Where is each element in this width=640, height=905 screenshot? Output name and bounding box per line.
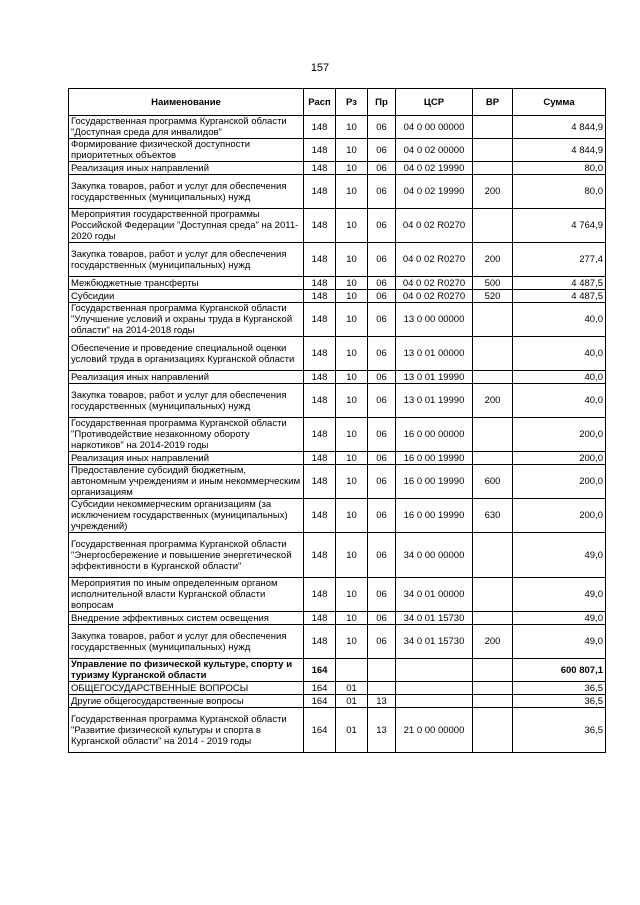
cell-vr <box>473 209 513 243</box>
cell-pr: 06 <box>368 139 396 162</box>
cell-pr: 06 <box>368 209 396 243</box>
cell-rz <box>336 659 368 682</box>
cell-name: Закупка товаров, работ и услуг для обеспечения государственных (муниципальных) нужд <box>69 243 304 277</box>
cell-sum: 600 807,1 <box>513 659 606 682</box>
cell-rasp: 148 <box>304 116 336 139</box>
cell-csr: 04 0 02 R0270 <box>396 209 473 243</box>
table-row <box>69 371 606 384</box>
cell-pr: 06 <box>368 337 396 371</box>
cell-pr: 06 <box>368 290 396 303</box>
cell-name: Государственная программа Курганской области "Энергосбережение и повышение энергетической эффективности в Курганской области" <box>69 533 304 578</box>
table-row <box>69 116 606 139</box>
cell-pr: 06 <box>368 384 396 418</box>
cell-pr: 06 <box>368 116 396 139</box>
cell-pr: 06 <box>368 277 396 290</box>
cell-rz: 10 <box>336 303 368 337</box>
cell-rasp: 164 <box>304 682 336 695</box>
cell-csr: 04 0 02 R0270 <box>396 277 473 290</box>
cell-rz: 10 <box>336 418 368 452</box>
cell-rz: 10 <box>336 625 368 659</box>
cell-rz: 10 <box>336 337 368 371</box>
cell-rasp: 148 <box>304 162 336 175</box>
cell-sum: 49,0 <box>513 625 606 659</box>
header-name: Наименование <box>69 89 304 116</box>
cell-rasp: 164 <box>304 708 336 753</box>
table-row <box>69 533 606 578</box>
cell-rz: 10 <box>336 209 368 243</box>
cell-rz: 10 <box>336 465 368 499</box>
cell-csr: 16 0 00 19990 <box>396 499 473 533</box>
cell-rz: 10 <box>336 371 368 384</box>
cell-vr <box>473 612 513 625</box>
cell-pr <box>368 682 396 695</box>
cell-pr: 06 <box>368 162 396 175</box>
header-sum: Сумма <box>513 89 606 116</box>
cell-rz: 10 <box>336 116 368 139</box>
cell-rz: 10 <box>336 612 368 625</box>
cell-rz: 01 <box>336 682 368 695</box>
cell-pr: 13 <box>368 708 396 753</box>
cell-rasp: 148 <box>304 277 336 290</box>
cell-rz: 10 <box>336 499 368 533</box>
cell-rasp: 148 <box>304 418 336 452</box>
cell-rz: 10 <box>336 139 368 162</box>
header-vr: ВР <box>473 89 513 116</box>
cell-name: ОБЩЕГОСУДАРСТВЕННЫЕ ВОПРОСЫ <box>69 682 304 695</box>
cell-rasp: 148 <box>304 139 336 162</box>
cell-name: Закупка товаров, работ и услуг для обеспечения государственных (муниципальных) нужд <box>69 384 304 418</box>
cell-pr: 06 <box>368 243 396 277</box>
cell-rasp: 148 <box>304 578 336 612</box>
cell-sum: 36,5 <box>513 682 606 695</box>
cell-name: Реализация иных направлений <box>69 452 304 465</box>
cell-csr: 16 0 00 19990 <box>396 465 473 499</box>
table-row <box>69 209 606 243</box>
cell-name: Реализация иных направлений <box>69 162 304 175</box>
cell-rasp: 148 <box>304 209 336 243</box>
cell-rz: 01 <box>336 695 368 708</box>
cell-pr: 06 <box>368 371 396 384</box>
cell-rz: 10 <box>336 384 368 418</box>
table-row <box>69 175 606 209</box>
table-row <box>69 682 606 695</box>
cell-rasp: 148 <box>304 384 336 418</box>
cell-sum: 4 764,9 <box>513 209 606 243</box>
cell-vr <box>473 162 513 175</box>
table-row <box>69 695 606 708</box>
cell-sum: 40,0 <box>513 303 606 337</box>
cell-csr: 04 0 02 19990 <box>396 175 473 209</box>
cell-sum: 49,0 <box>513 612 606 625</box>
cell-sum: 40,0 <box>513 371 606 384</box>
cell-name: Государственная программа Курганской области "Доступная среда для инвалидов" <box>69 116 304 139</box>
cell-vr <box>473 418 513 452</box>
header-rz: Рз <box>336 89 368 116</box>
table-row <box>69 337 606 371</box>
cell-sum: 80,0 <box>513 162 606 175</box>
cell-csr: 04 0 02 19990 <box>396 162 473 175</box>
cell-csr: 34 0 01 00000 <box>396 578 473 612</box>
table-row <box>69 465 606 499</box>
cell-pr: 13 <box>368 695 396 708</box>
cell-rz: 10 <box>336 243 368 277</box>
cell-name: Государственная программа Курганской области "Улучшение условий и охраны труда в Курганской области" на 2014-2018 годы <box>69 303 304 337</box>
table-row <box>69 243 606 277</box>
table-row <box>69 303 606 337</box>
cell-vr <box>473 303 513 337</box>
cell-csr: 34 0 01 15730 <box>396 612 473 625</box>
cell-rasp: 148 <box>304 243 336 277</box>
table-row <box>69 708 606 753</box>
cell-rasp: 164 <box>304 695 336 708</box>
cell-name: Закупка товаров, работ и услуг для обеспечения государственных (муниципальных) нужд <box>69 625 304 659</box>
table-row <box>69 578 606 612</box>
cell-sum: 49,0 <box>513 578 606 612</box>
cell-vr: 600 <box>473 465 513 499</box>
cell-rz: 10 <box>336 533 368 578</box>
cell-csr: 04 0 02 00000 <box>396 139 473 162</box>
cell-pr: 06 <box>368 465 396 499</box>
cell-csr: 13 0 01 19990 <box>396 371 473 384</box>
cell-name: Управление по физической культуре, спорту и туризму Курганской области <box>69 659 304 682</box>
cell-rz: 10 <box>336 162 368 175</box>
cell-name: Формирование физической доступности приоритетных объектов <box>69 139 304 162</box>
cell-sum: 277,4 <box>513 243 606 277</box>
cell-vr: 200 <box>473 384 513 418</box>
table-row <box>69 452 606 465</box>
table-row <box>69 277 606 290</box>
table-row <box>69 499 606 533</box>
cell-sum: 80,0 <box>513 175 606 209</box>
cell-name: Другие общегосударственные вопросы <box>69 695 304 708</box>
cell-csr: 04 0 00 00000 <box>396 116 473 139</box>
page-number: 157 <box>310 62 330 74</box>
table-body <box>69 116 606 753</box>
table-row <box>69 612 606 625</box>
cell-sum: 49,0 <box>513 533 606 578</box>
cell-sum: 200,0 <box>513 465 606 499</box>
cell-vr <box>473 682 513 695</box>
cell-vr: 200 <box>473 243 513 277</box>
cell-pr: 06 <box>368 625 396 659</box>
cell-csr: 16 0 00 19990 <box>396 452 473 465</box>
cell-rz: 01 <box>336 708 368 753</box>
cell-vr <box>473 452 513 465</box>
cell-name: Государственная программа Курганской области "Противодействие незаконному обороту наркотиков" на 2014-2019 годы <box>69 418 304 452</box>
cell-rasp: 148 <box>304 175 336 209</box>
cell-sum: 40,0 <box>513 337 606 371</box>
cell-vr <box>473 659 513 682</box>
cell-rz: 10 <box>336 290 368 303</box>
cell-rz: 10 <box>336 277 368 290</box>
table-row <box>69 139 606 162</box>
budget-table <box>68 88 606 753</box>
cell-sum: 200,0 <box>513 499 606 533</box>
cell-csr <box>396 659 473 682</box>
cell-name: Внедрение эффективных систем освещения <box>69 612 304 625</box>
cell-vr <box>473 337 513 371</box>
cell-sum: 4 487,5 <box>513 277 606 290</box>
cell-sum: 200,0 <box>513 452 606 465</box>
cell-pr: 06 <box>368 303 396 337</box>
cell-name: Обеспечение и проведение специальной оценки условий труда в организациях Курганской области <box>69 337 304 371</box>
cell-pr: 06 <box>368 612 396 625</box>
cell-vr <box>473 695 513 708</box>
table-row <box>69 418 606 452</box>
cell-sum: 36,5 <box>513 695 606 708</box>
cell-vr <box>473 116 513 139</box>
cell-csr: 34 0 01 15730 <box>396 625 473 659</box>
table-row <box>69 384 606 418</box>
cell-name: Мероприятия по иным определенным органом исполнительной власти Курганской области вопросам <box>69 578 304 612</box>
cell-rasp: 148 <box>304 371 336 384</box>
cell-pr: 06 <box>368 499 396 533</box>
table-row <box>69 162 606 175</box>
cell-vr <box>473 708 513 753</box>
cell-name: Субсидии <box>69 290 304 303</box>
cell-rasp: 148 <box>304 452 336 465</box>
cell-vr: 200 <box>473 625 513 659</box>
cell-csr: 34 0 00 00000 <box>396 533 473 578</box>
cell-vr <box>473 371 513 384</box>
cell-rasp: 164 <box>304 659 336 682</box>
header-rasp: Расп <box>304 89 336 116</box>
cell-rz: 10 <box>336 175 368 209</box>
cell-rasp: 148 <box>304 465 336 499</box>
cell-csr <box>396 682 473 695</box>
cell-rasp: 148 <box>304 290 336 303</box>
header-pr: Пр <box>368 89 396 116</box>
cell-sum: 4 844,9 <box>513 139 606 162</box>
cell-rasp: 148 <box>304 303 336 337</box>
cell-vr <box>473 578 513 612</box>
cell-csr: 13 0 01 19990 <box>396 384 473 418</box>
table-row <box>69 625 606 659</box>
cell-pr: 06 <box>368 418 396 452</box>
cell-csr: 21 0 00 00000 <box>396 708 473 753</box>
cell-rasp: 148 <box>304 499 336 533</box>
cell-name: Субсидии некоммерческим организациям (за исключением государственных (муниципальных) учреждений) <box>69 499 304 533</box>
cell-vr: 500 <box>473 277 513 290</box>
cell-sum: 200,0 <box>513 418 606 452</box>
cell-vr <box>473 533 513 578</box>
cell-rasp: 148 <box>304 337 336 371</box>
cell-vr: 630 <box>473 499 513 533</box>
header-csr: ЦСР <box>396 89 473 116</box>
cell-pr: 06 <box>368 452 396 465</box>
cell-name: Мероприятия государственной программы Российской Федерации "Доступная среда" на 2011-2020 годы <box>69 209 304 243</box>
cell-pr <box>368 659 396 682</box>
cell-rasp: 148 <box>304 533 336 578</box>
cell-csr: 16 0 00 00000 <box>396 418 473 452</box>
cell-rasp: 148 <box>304 625 336 659</box>
cell-sum: 36,5 <box>513 708 606 753</box>
cell-vr: 520 <box>473 290 513 303</box>
cell-csr: 13 0 01 00000 <box>396 337 473 371</box>
cell-csr: 04 0 02 R0270 <box>396 243 473 277</box>
cell-name: Государственная программа Курганской области "Развитие физической культуры и спорта в Курганской области" на 2014 - 2019 годы <box>69 708 304 753</box>
cell-name: Предоставление субсидий бюджетным, автономным учреждениям и иным некоммерческим организациям <box>69 465 304 499</box>
table-row <box>69 290 606 303</box>
cell-rasp: 148 <box>304 612 336 625</box>
table-row <box>69 659 606 682</box>
cell-name: Закупка товаров, работ и услуг для обеспечения государственных (муниципальных) нужд <box>69 175 304 209</box>
cell-rz: 10 <box>336 452 368 465</box>
cell-name: Межбюджетные трансферты <box>69 277 304 290</box>
cell-pr: 06 <box>368 578 396 612</box>
cell-csr: 04 0 02 R0270 <box>396 290 473 303</box>
cell-csr: 13 0 00 00000 <box>396 303 473 337</box>
cell-pr: 06 <box>368 533 396 578</box>
cell-sum: 4 487,5 <box>513 290 606 303</box>
cell-csr <box>396 695 473 708</box>
cell-sum: 40,0 <box>513 384 606 418</box>
cell-name: Реализация иных направлений <box>69 371 304 384</box>
cell-vr <box>473 139 513 162</box>
cell-vr: 200 <box>473 175 513 209</box>
cell-rz: 10 <box>336 578 368 612</box>
cell-pr: 06 <box>368 175 396 209</box>
cell-sum: 4 844,9 <box>513 116 606 139</box>
table-header-row <box>69 89 606 116</box>
